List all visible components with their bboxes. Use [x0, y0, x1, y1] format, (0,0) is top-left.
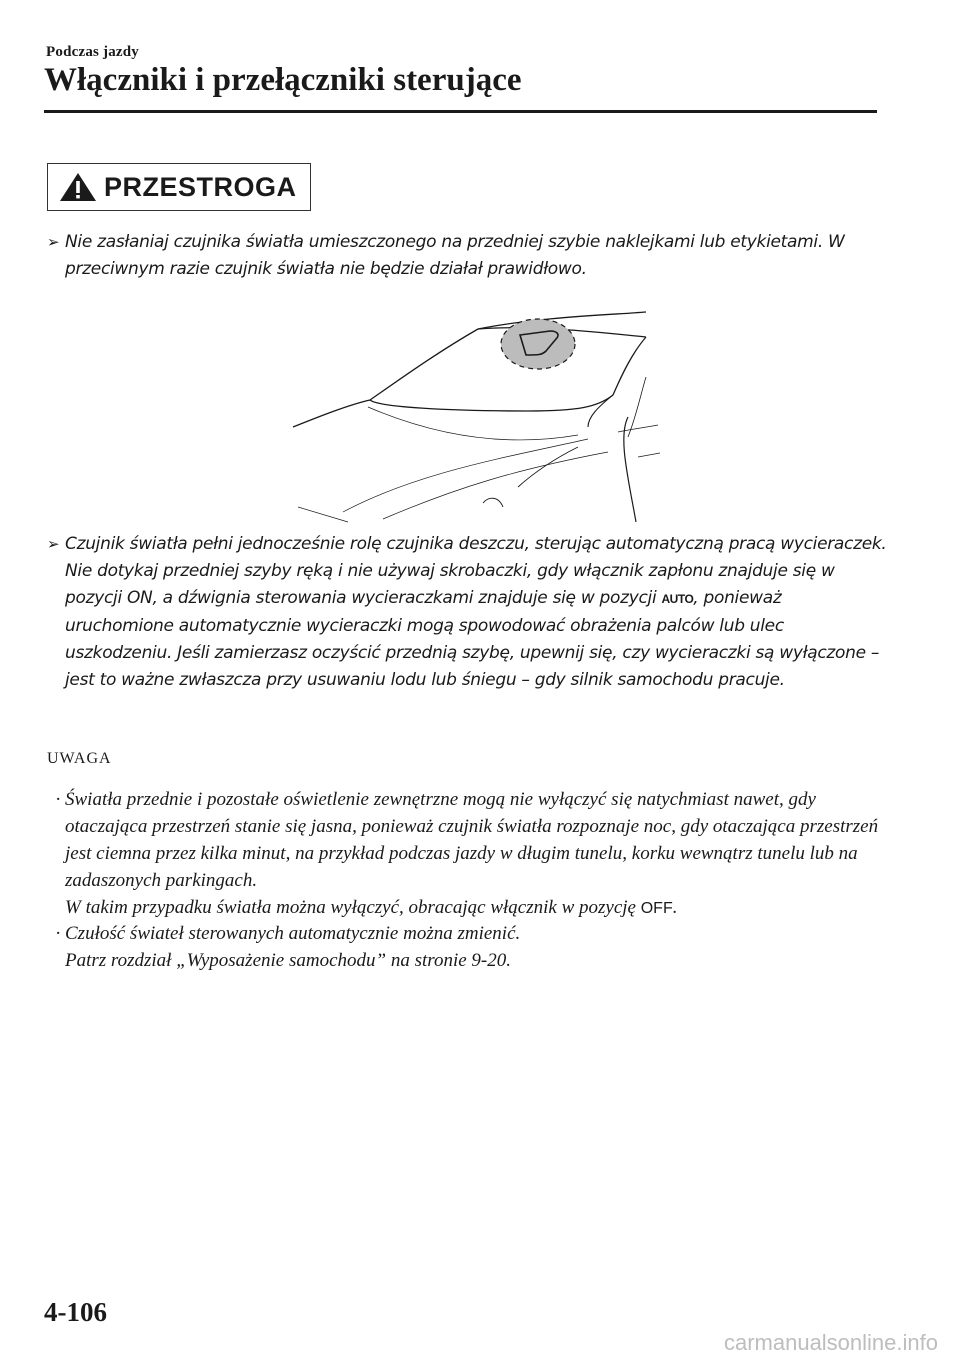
- note-item-1: [47, 786, 887, 922]
- bullet-arrow-icon: ➢: [47, 233, 60, 251]
- note-item-2-line-1: Czułość świateł sterowanych automatycznie można zmienić.: [65, 923, 521, 944]
- windshield-light-sensor-illustration: [288, 307, 668, 527]
- warning-item-2-text-start: Czujnik światła pełni jednocześnie rolę czujnika deszczu, sterując automatyczną pracą wycieraczek. Nie dotykaj przedniej szyby ręką i nie używaj skrobaczki, gdy włącznik zapłonu znajduje się w pozycji ON, a dźwignia sterowania wycieraczkami znajduje się w pozycji: [65, 534, 887, 608]
- note-item-1-body: [47, 786, 887, 922]
- warning-item-2: [47, 531, 887, 694]
- bullet-dot-icon: ·: [55, 923, 62, 944]
- note-item-1-line-2-end: .: [672, 897, 678, 918]
- warning-item-2-text: [47, 531, 887, 694]
- note-item-2-line-2: Patrz rozdział „Wyposażenie samochodu” na stronie 9-20.: [65, 950, 511, 971]
- page-title: Włączniki i przełączniki sterujące: [44, 62, 522, 98]
- note-item-2: [47, 920, 887, 974]
- title-divider: [44, 110, 877, 113]
- note-heading: UWAGA: [47, 750, 112, 767]
- auto-position-symbol: AUTO: [661, 592, 694, 606]
- off-position-symbol: OFF: [640, 900, 673, 917]
- warning-item-2-text-end: , ponieważ uruchomione automatycznie wycieraczki mogą spowodować obrażenia palców lub ulec uszkodzeniu. Jeśli zamierzasz oczyścić przednią szybę, upewnij się, czy wycieraczki są wyłączone – jest to ważne zwłaszcza przy usuwaniu lodu lub śniegu – gdy silnik samochodu pracuje.: [65, 588, 880, 690]
- watermark: carmanualsonline.info: [723, 1330, 938, 1355]
- warning-triangle-icon: [58, 171, 98, 203]
- note-item-2-body: [47, 920, 887, 974]
- section-header: Podczas jazdy: [46, 44, 140, 60]
- warning-label: PRZESTROGA: [104, 171, 297, 202]
- bullet-dot-icon: ·: [55, 789, 62, 810]
- bullet-arrow-icon: ➢: [47, 535, 60, 553]
- warning-item-1-text: Nie zasłaniaj czujnika światła umieszczonego na przedniej szybie naklejkami lub etykietami. W przeciwnym razie czujnik światła nie będzie działał prawidłowo.: [65, 232, 845, 279]
- warning-item-1: [47, 229, 887, 283]
- warning-box: [47, 163, 311, 211]
- note-item-1-line-1: Światła przednie i pozostałe oświetlenie zewnętrzne mogą nie wyłączyć się natychmiast nawet, gdy otaczająca przestrzeń stanie się jasna, ponieważ czujnik światła rozpoznaje noc, gdy otaczająca przestrzeń jest ciemna przez kilka minut, na przykład podczas jazdy w długim tunelu, korku wewnątrz tunelu lub na zadaszonych parkingach.: [65, 789, 879, 891]
- page-number: 4-106: [44, 1297, 107, 1327]
- note-item-1-line-2-start: W takim przypadku światła można wyłączyć, obracając włącznik w pozycję: [65, 897, 641, 918]
